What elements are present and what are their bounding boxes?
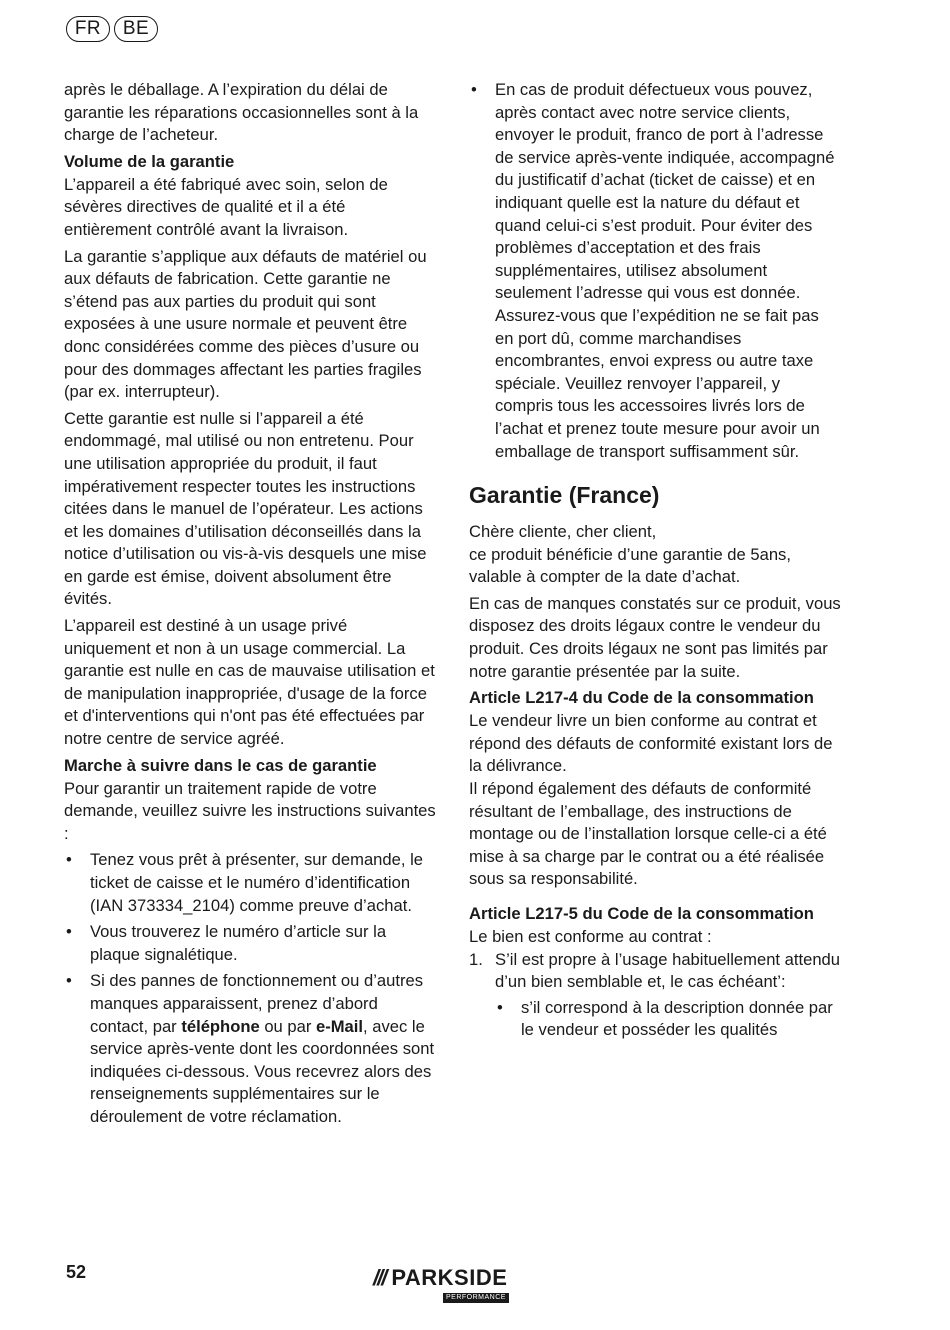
instruction-list: [64, 849, 436, 1128]
list-item: • s’il correspond à la description donnée par le vendeur et posséder les qualités: [495, 997, 841, 1042]
salutation: Chère cliente, cher client,: [469, 522, 657, 542]
paragraph: L’appareil est destiné à un usage privé uniquement et non à un usage commercial. La garantie est nulle en cas de mauvaise utilisation et de manipulation inappropriée, d'usage de la force et d'interventions qui n'ont pas été effectuées par notre centre de service agréé.: [64, 616, 435, 749]
page-number: 52: [66, 1262, 87, 1282]
paragraph: En cas de manques constatés sur ce produit, vous disposez des droits légaux contre le vendeur du produit. Ces droits légaux ne sont pas limités par notre garantie présentée par la suite.: [469, 593, 841, 681]
paragraph: Il répond également des défauts de conformité résultant de l’emballage, des instructions de montage ou de l’installation lorsque celle-ci a été mise à sa charge par le contrat ou a été réalisée sous sa responsabilité.: [469, 779, 827, 889]
logo-brand-text: PARKSIDE: [391, 1265, 508, 1290]
paragraph: après le déballage. A l’expiration du délai de garantie les réparations occasionnelles sont à la charge de l’acheteur.: [64, 80, 419, 145]
paragraph: L’appareil a été fabriqué avec soin, selon de sévères directives de qualité et il a été entièrement contrôlé avant la livraison.: [64, 174, 388, 239]
list-item: • En cas de produit défectueux vous pouvez, après contact avec notre service clients, envoyer le produit, franco de port à l’adresse de service après-vente indiquée, accompagné du justificatif d’achat (ticket de caisse) et en indiquant quelle est la nature du défaut et quand celui-ci s’est produit. Pour éviter des problèmes d’acceptation et des frais supplémentaires, utilisez absolument seulement l’adresse qui vous est donnée. Assurez-vous que l’expédition ne se fait pas en port dû, comme marchandises encombrantes, envoi express ou autre taxe spéciale. Veuillez renvoyer l’appareil, y compris tous les accessoires livrés lors de l’achat et prenez toute mesure pour avoir un emballage de transport suffisamment sûr.: [469, 79, 841, 463]
parkside-logo: [373, 1266, 533, 1306]
list-item-text: ou par: [259, 1016, 316, 1036]
item-number: 1.: [469, 949, 483, 969]
list-item: [64, 970, 436, 1128]
list-item-text: Si des pannes de fonctionnement ou d’autres manques apparaissent, prenez d’abord contact, par: [90, 971, 424, 1036]
logo-performance-label: PERFORMANCE: [443, 1293, 509, 1303]
language-badges: [66, 16, 158, 42]
heading-article-l217-4: Article L217-4 du Code de la consommation: [469, 688, 814, 708]
paragraph: Cette garantie est nulle si l’appareil a été endommagé, mal utilisé ou non entretenu. Pour une utilisation appropriée du produit, il faut impérativement respecter toutes les instructions citées dans le manuel de l’opérateur. Les actions et les domaines d’utilisation déconseillés dans la notice d’utilisation ou vis-à-vis desquels une mise en garde est émise, doivent absolument être évités.: [64, 408, 427, 609]
sub-list: [495, 997, 841, 1042]
heading-marche-a-suivre: Marche à suivre dans le cas de garantie: [64, 755, 377, 775]
list-item: • Vous trouverez le numéro d’article sur la plaque signalétique.: [64, 921, 436, 966]
telephone-emphasis: téléphone: [181, 1016, 260, 1036]
instruction-list-continued: [469, 79, 841, 463]
list-item: • Tenez vous prêt à présenter, sur demande, le ticket de caisse et le numéro d’identification (IAN 373334_2104) comme preuve d’achat.: [64, 849, 436, 917]
email-emphasis: e-Mail: [315, 1016, 364, 1036]
paragraph: La garantie s’applique aux défauts de matériel ou aux défauts de fabrication. Cette garantie ne s’étend pas aux parties du produit qui sont exposées à une usure normale et peuvent être donc considérées comme des pièces d’usure ou pour des dommages affectant les parties fragiles (par ex. interrupteur).: [64, 246, 427, 402]
heading-article-l217-5: Article L217-5 du Code de la consommation: [469, 904, 814, 923]
paragraph: Le bien est conforme au contrat :: [469, 927, 712, 946]
numbered-item: [469, 949, 841, 1042]
paragraph: [469, 521, 841, 589]
list-item-text: , avec le service après-vente dont les coordonnées sont indiquées ci-dessous. Vous recevrez alors des renseignements supplémentaires sur le déroulement de votre réclamation.: [90, 1016, 435, 1126]
logo-slashes-icon: ///: [373, 1265, 386, 1290]
language-badge-be: BE: [114, 16, 158, 42]
numbered-list: [469, 949, 841, 1042]
left-column: [64, 79, 436, 1133]
paragraph: Le vendeur livre un bien conforme au contrat et répond des défauts de conformité existant lors de la délivrance.: [469, 711, 833, 776]
language-badge-fr: FR: [66, 16, 110, 42]
paragraph-text: ce produit bénéficie d’une garantie de 5ans, valable à compter de la date d’achat.: [469, 544, 791, 587]
item-text: S’il est propre à l’usage habituellement attendu d’un bien semblable et, le cas échéant’:: [495, 949, 841, 992]
heading-garantie-france: Garantie (France): [469, 482, 660, 509]
paragraph: Pour garantir un traitement rapide de votre demande, veuillez suivre les instructions suivantes :: [64, 778, 436, 843]
right-column: [469, 79, 841, 1046]
heading-volume-garantie: Volume de la garantie: [64, 151, 235, 171]
